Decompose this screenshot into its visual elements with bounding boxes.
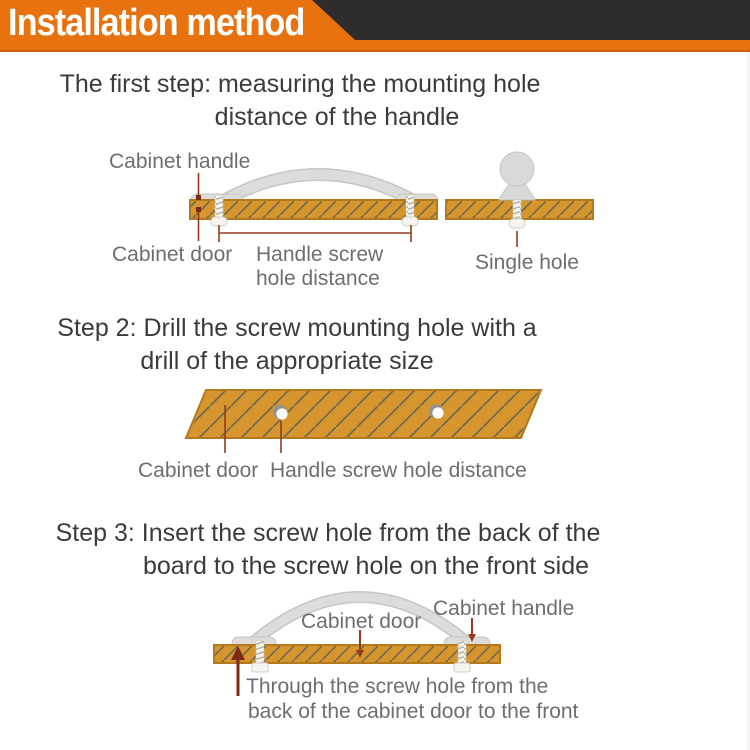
step1-heading-line1: The first step: measuring the mounting hole — [59, 70, 541, 98]
step2-diagram — [0, 385, 750, 495]
single-hole-label: Single hole — [475, 251, 579, 274]
page-title: Installation method — [8, 2, 305, 44]
left-hole — [276, 408, 287, 419]
cabinet-handle-arch — [221, 175, 416, 203]
screw-distance-label-line1: Handle screw — [256, 243, 384, 266]
screw-distance-label: Handle screw hole distance — [270, 459, 527, 482]
step3-heading-line2: board to the screw hole on the front side — [142, 552, 590, 580]
left-screw-nut — [252, 663, 268, 672]
knob-screw-nut — [509, 219, 525, 228]
right-screw — [458, 641, 466, 665]
cabinet-handle-pointer-dot — [196, 195, 201, 200]
cabinet-handle-label: Cabinet handle — [109, 150, 251, 173]
right-screw-nut — [402, 217, 418, 226]
drilled-board-hatch — [188, 391, 539, 437]
cabinet-door-label: Cabinet door — [301, 610, 422, 633]
step1-diagram — [0, 145, 750, 295]
knob — [500, 152, 534, 186]
left-screw — [215, 195, 223, 220]
step2-heading-line2: drill of the appropriate size — [140, 347, 434, 375]
step3-diagram — [0, 590, 750, 745]
right-hole — [432, 407, 443, 418]
step2-heading-line1: Step 2: Drill the screw mounting hole with a — [57, 314, 537, 342]
through-note-line2: back of the cabinet door to the front — [248, 700, 579, 723]
left-screw-nut — [211, 217, 227, 226]
cabinet-handle-label: Cabinet handle — [433, 597, 575, 620]
header-banner — [0, 0, 750, 52]
step3-heading-line1: Step 3: Insert the screw hole from the back of the — [55, 519, 601, 547]
step1-heading-line2: distance of the handle — [214, 103, 460, 131]
right-screw-nut — [454, 663, 470, 672]
left-screw — [256, 641, 264, 665]
screw-distance-label-line2: hole distance — [256, 267, 380, 290]
cabinet-door-label: Cabinet door — [138, 459, 259, 482]
header-dark-ribbon — [312, 0, 750, 40]
cabinet-door-label: Cabinet door — [112, 243, 233, 266]
cabinet-door-pointer-dot — [196, 207, 201, 212]
through-note-line1: Through the screw hole from the — [246, 675, 549, 698]
right-screw — [406, 195, 414, 220]
board-hatch — [191, 201, 436, 218]
